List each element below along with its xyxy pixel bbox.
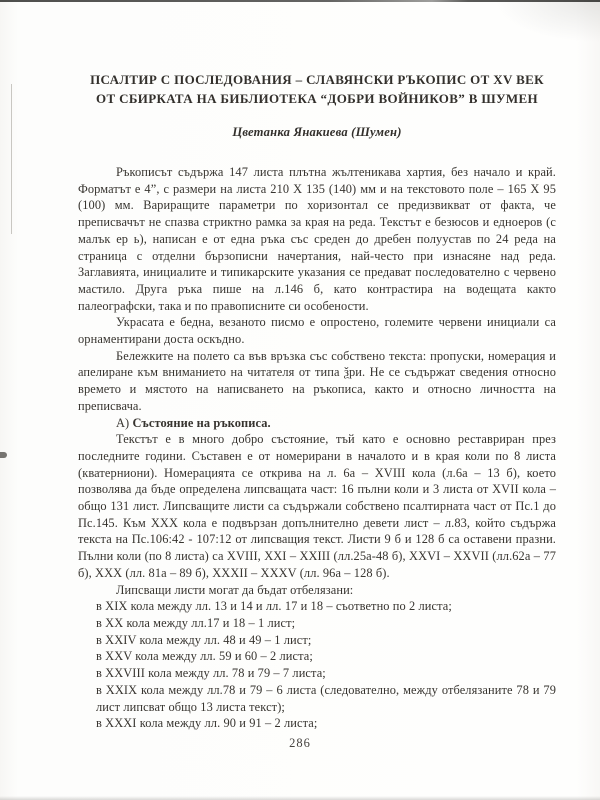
article-title: ПСАЛТИР С ПОСЛЕДОВАНИЯ – СЛАВЯНСКИ РЪКОПИС ОТ XV ВЕК ОТ СБИРКАТА НА БИБЛИОТЕКА “ДОБРИ ВОЙНИКОВ” В ШУМЕН xyxy=(90,72,544,106)
list-item: в XXXI кола между лл. 90 и 91 – 2 листа; xyxy=(96,716,318,731)
missing-leaves-intro: Липсващи листи могат да бъдат отбелязани: xyxy=(116,582,354,597)
scan-artifact-left-line xyxy=(11,84,12,234)
paragraph-margin-notes: Бележките на полето са във връзка със собствено текста: пропуски, номерация и апелиране към вниманието на читателя от типа ѯри. Не се съдържат сведения относно времето и мястото на написването на ръкописа, както и относно личността на преписвача. xyxy=(78,348,556,413)
list-item: в XXIV кола между лл. 48 и 49 – 1 лист; xyxy=(96,632,312,647)
scan-artifact-top-edge xyxy=(0,0,600,2)
page-number: 286 xyxy=(289,736,311,750)
list-item: в XIX кола между лл. 13 и 14 и лл. 17 и 18 – съответно по 2 листа; xyxy=(96,599,452,614)
scan-artifact-bottom-shade xyxy=(0,796,600,800)
list-item: в XXIX кола между лл.78 и 79 – 6 листа (следователно, между отбелязаните 78 и 79 лист липсват общо 13 листа текст); xyxy=(96,682,556,714)
paragraph-decoration: Украсата е бедна, везаното писмо е опростено, големите червени инициали са орнаментирани доста оскъдно. xyxy=(78,315,556,347)
article-content xyxy=(78,70,556,732)
article-author: Цветанка Янакиева (Шумен) xyxy=(232,125,402,139)
article-body xyxy=(78,164,556,732)
paragraph-condition: Текстът е в много добро състояние, тъй като е основно реставриран през последните години. Съставен е от номерирани в началото и в края коли по 8 листа (кватерниони). Номерацията се открива на л. 6а – XVIII кола (л.6а – 13 б), което позволява да бъде определена липсващата част: 16 пълни коли и 3 листа от XVII кола – общо 131 лист. Липсващите листи са съдържали собствено псалтирната част от Пс.1 до Пс.145. Към XXX кола е подвързан допълнително девети лист – л.83, който съдържа текста на Пс.106:42 - 107:12 от липсващия текст. Листи 9 б и 128 б са оставени празни. Пълни коли (по 8 листа) са XVIII, XXI – XXIII (лл.25а-48 б), XXVI – XXVII (лл.62а – 77 б), XXX (лл. 81а – 89 б), XXXII – XXXV (лл. 96а – 128 б). xyxy=(78,432,556,580)
scan-artifact-left-mark xyxy=(0,452,7,458)
section-a-label: А) xyxy=(116,415,133,430)
list-item: в XX кола между лл.17 и 18 – 1 лист; xyxy=(96,615,296,630)
list-item: в XXV кола между лл. 59 и 60 – 2 листа; xyxy=(96,649,313,664)
list-item: в XXVIII кола между лл. 78 и 79 – 7 листа; xyxy=(96,666,326,681)
paragraph-manuscript-description: Ръкописът съдържа 147 листа плътна жълтеникава хартия, без начало и край. Форматът е 4”, с размери на листа 210 X 135 (140) мм и на текстовото поле – 165 X 95 (100) мм. Вариращите параметри по хоризонтал се предизвикват от факта, че преписвачът не спазва стриктно рамка за края на реда. Текстът е безюсов и едноеров (с малък ер ь), написан е от една ръка със среден до дребен полуустав по 24 реда на страница с отделни бързописни начертания, най-често при изнасяне над реда. Заглавията, инициалите и типикарските указания се предават последователно с червено мастило. Друга ръка пише на л.146 б, като контрастира на водещата както палеографски, така и по правописните си особености. xyxy=(78,165,556,313)
section-a-heading-text: Състояние на ръкописа. xyxy=(132,415,271,430)
section-a-heading xyxy=(78,415,556,432)
missing-leaves-list xyxy=(78,598,556,732)
